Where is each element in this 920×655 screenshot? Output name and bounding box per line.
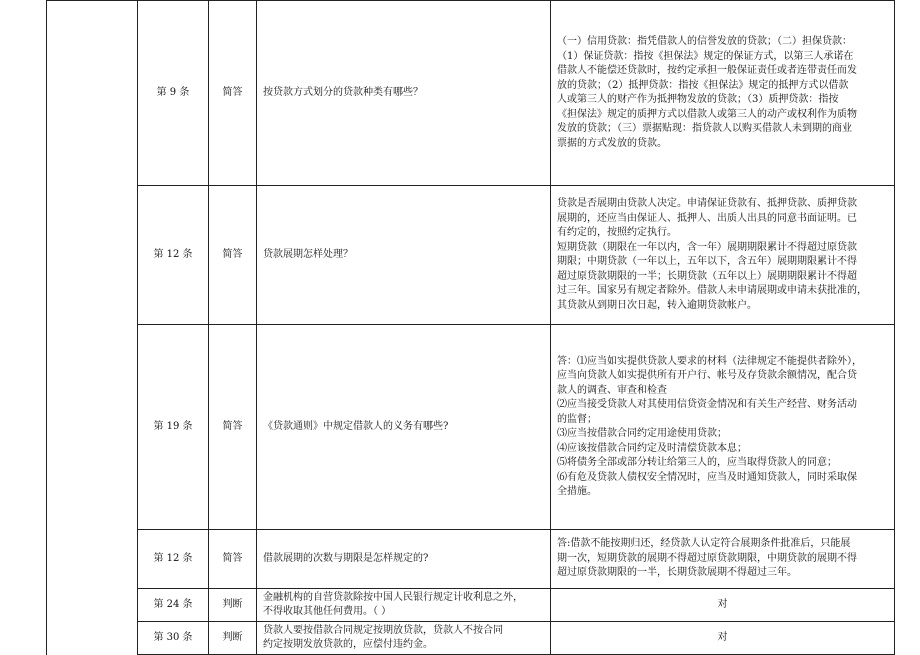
loan-rules-table — [46, 0, 895, 655]
table-row — [47, 589, 895, 622]
answer-cell: 答：⑴应当如实提供贷款人要求的材料（法律规定不能提供者除外）， 应当向贷款人如实提供所有开户行、帐号及存贷款余额情况，配合贷 款人的调查、审查和检查 ⑵应当接受贷款人对其使用信贷资金情况和有关生产经营、财务活动 的监督； ⑶应当按借款合同约定用途使用贷款； ⑷应该按借款合同约定及时清偿贷款本息； ⑸将债务全部或部分转让给第三人的，应当取得贷款人的同意； ⑹有危及贷款人债权安全情况时，应当及时通知贷款人，同时采取保 全措施。 — [551, 325, 895, 530]
type-cell: 判断 — [209, 589, 257, 622]
type-cell: 简答 — [209, 186, 257, 325]
article-cell: 第 12 条 — [138, 186, 209, 325]
table-row — [47, 325, 895, 530]
question-cell: 按贷款方式划分的贷款种类有哪些？ — [257, 1, 551, 186]
answer-cell: 对 — [551, 589, 895, 622]
answer-cell: 对 — [551, 622, 895, 655]
blank-left-column — [47, 1, 138, 655]
type-cell: 简答 — [209, 325, 257, 530]
article-cell: 第 30 条 — [138, 622, 209, 655]
question-cell: 借款展期的次数与期限是怎样规定的? — [257, 530, 551, 589]
answer-cell: （一）信用贷款：指凭借款人的信誉发放的贷款；（二）担保贷款： （1）保证贷款：指按《担保法》规定的保证方式，以第三人承诺在 借款人不能偿还贷款时，按约定承担一般保证责任或者连带责任而发 放的贷款；（2）抵押贷款：指按《担保法》规定的抵押方式以借款 人或第三人的财产作为抵押物发放的贷款；（3）质押贷款：指按 《担保法》规定的质押方式以借款人或第三人的动产或权利作为质物 发放的贷款；（三）票据贴现：指贷款人以购买借款人未到期的商业 票据的方式发放的贷款。 — [551, 1, 895, 186]
article-cell: 第 12 条 — [138, 530, 209, 589]
question-cell: 《贷款通则》中规定借款人的义务有哪些? — [257, 325, 551, 530]
table-row — [47, 1, 895, 186]
type-cell: 判断 — [209, 622, 257, 655]
article-cell: 第 9 条 — [138, 1, 209, 186]
article-cell: 第 24 条 — [138, 589, 209, 622]
question-cell: 金融机构的自营贷款除按中国人民银行规定计收利息之外， 不得收取其他任何费用。（ ） — [257, 589, 551, 622]
table-row — [47, 530, 895, 589]
table-row — [47, 622, 895, 655]
answer-cell: 答:借款不能按期归还，经贷款人认定符合展期条件批准后，只能展 期一次，短期贷款的展期不得超过原贷款期限，中期贷款的展期不得 超过原贷款期限的一半，长期贷款展期不得超过三年。 — [551, 530, 895, 589]
type-cell: 简答 — [209, 530, 257, 589]
table-row — [47, 186, 895, 325]
answer-cell: 贷款是否展期由贷款人决定。申请保证贷款有、抵押贷款、质押贷款 展期的，还应当由保证人、抵押人、出质人出具的同意书面证明。已 有约定的，按照约定执行。 短期贷款（期限在一年以内，含一年）展期期限累计不得超过原贷款 期限；中期贷款（一年以上，五年以下，含五年）展期期限累计不得 超过原贷款期限的一半；长期贷款（五年以上）展期期限累计不得超 过三年。国家另有规定者除外。借款人未申请展期或申请未获批准的， 其贷款从到期日次日起，转入逾期贷款帐户。 — [551, 186, 895, 325]
article-cell: 第 19 条 — [138, 325, 209, 530]
type-cell: 简答 — [209, 1, 257, 186]
question-cell: 贷款人要按借款合同规定按期放贷款，贷款人不按合同 约定按期发放贷款的，应偿付违约金。 — [257, 622, 551, 655]
question-cell: 贷款展期怎样处理？ — [257, 186, 551, 325]
